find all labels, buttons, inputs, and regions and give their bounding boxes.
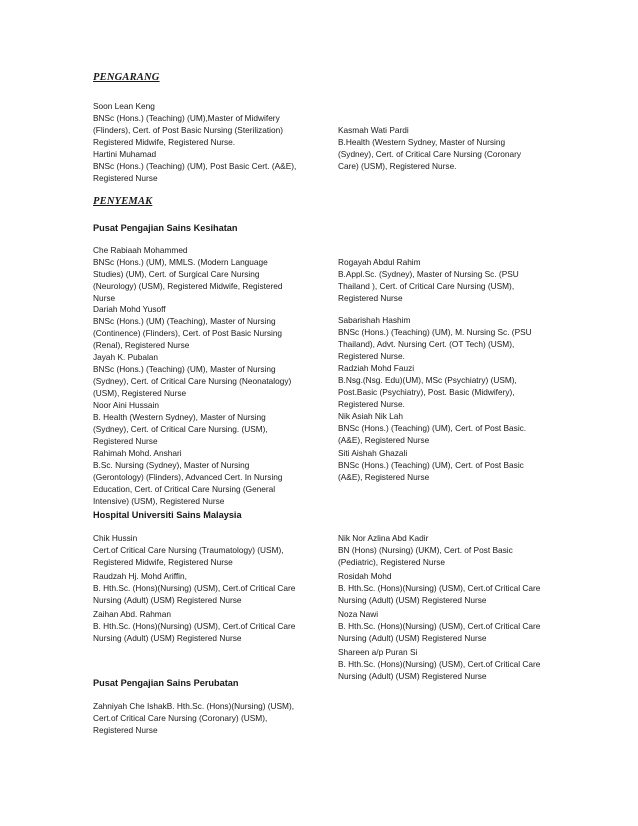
qualification-line: B.Sc. Nursing (Sydney), Master of Nursing (93, 459, 250, 470)
heading-pengarang: PENGARANG (93, 72, 160, 83)
qualification-line: BNSc (Hons.) (Teaching) (UM), Post Basic Cert. (A&E), (93, 160, 297, 171)
qualification-line: Nursing (Adult) (USM) Registered Nurse (338, 670, 487, 681)
person-name: Zaihan Abd. Rahman (93, 609, 171, 619)
person-name: Siti Aishah Ghazali (338, 448, 408, 458)
qualification-line: (Sydney), Cert. of Critical Care Nursing. (USM), (93, 423, 268, 434)
qualification-line: Registered Nurse. (338, 350, 405, 361)
person-name: Noor Aini Hussain (93, 400, 159, 410)
qualification-line: Post.Basic (Psychiatry), Post. Basic (Midwifery), (338, 386, 515, 397)
qualification-line: (A&E), Registered Nurse (338, 434, 430, 445)
reviewer-entry (93, 448, 283, 508)
qualification-line: Studies) (UM), Cert. of Surgical Care Nursing (93, 268, 260, 279)
author-entry (93, 101, 283, 149)
qualification-line: Intensive) (USM), Registered Nurse (93, 495, 225, 506)
reviewer-entry (338, 647, 540, 683)
qualification-line: (Flinders), Cert. of Post Basic Nursing (Sterilization) (93, 124, 283, 135)
qualification-line: B. Hth.Sc. (Hons)(Nursing) (USM), Cert.of Critical Care (93, 620, 296, 631)
person-name: Shareen a/p Puran Si (338, 647, 418, 657)
person-name: Raudzah Hj. Mohd Ariffin, (93, 571, 187, 581)
qualification-line: (Sydney), Cert. of Critical Care Nursing (Neonatalogy) (93, 375, 292, 386)
qualification-line: Registered Midwife, Registered Nurse (93, 556, 233, 567)
qualification-line: BNSc (Hons.) (UM), MMLS. (Modern Language (93, 256, 268, 267)
qualification-line: (Renal), Registered Nurse (93, 339, 190, 350)
reviewer-entry (93, 609, 295, 645)
person-name: Kasmah Wati Pardi (338, 125, 409, 135)
qualification-line: Care) (USM), Registered Nurse. (338, 160, 457, 171)
reviewer-entry (338, 448, 524, 484)
section-title: Pusat Pengajian Sains Kesihatan (93, 223, 238, 233)
qualification-line: Registered Midwife, Registered Nurse. (93, 136, 236, 147)
section-title: Hospital Universiti Sains Malaysia (93, 510, 242, 520)
qualification-line: B.Nsg.(Nsg. Edu)(UM), MSc (Psychiatry) (USM), (338, 374, 517, 385)
qualification-line: Registered Nurse (93, 435, 158, 446)
qualification-line: Nurse (93, 292, 116, 303)
reviewer-entry (93, 245, 283, 305)
reviewer-entry (93, 533, 284, 569)
qualification-line: BNSc (Hons.) (Teaching) (UM), Cert. of Post Basic. (338, 422, 527, 433)
person-name: Hartini Muhamad (93, 149, 157, 159)
person-name: Noza Nawi (338, 609, 379, 619)
qualification-line: BN (Hons) (Nursing) (UKM), Cert. of Post Basic (338, 544, 513, 555)
reviewer-entry (338, 533, 513, 569)
qualification-line: (A&E), Registered Nurse (338, 471, 430, 482)
qualification-line: Registered Nurse (93, 172, 158, 183)
author-entry (93, 149, 296, 185)
reviewer-entry (93, 400, 268, 448)
author-entry (338, 125, 521, 173)
person-name: Sabarishah Hashim (338, 315, 411, 325)
person-name: Radziah Mohd Fauzi (338, 363, 415, 373)
reviewer-entry (93, 304, 282, 352)
qualification-line: BNSc (Hons.) (Teaching) (UM),Master of Midwifery (93, 112, 280, 123)
person-name: Zahniyah Che IshakB. Hth.Sc. (Hons)(Nursing) (USM), (93, 701, 295, 711)
qualification-line: (Neurology) (USM), Registered Midwife, Registered (93, 280, 283, 291)
qualification-line: (USM), Registered Nurse (93, 387, 187, 398)
person-name: Rogayah Abdul Rahim (338, 257, 421, 267)
qualification-line: (Continence) (Flinders), Cert. of Post Basic Nursing (93, 327, 283, 338)
person-name: Rahimah Mohd. Anshari (93, 448, 182, 458)
qualification-line: Nursing (Adult) (USM) Registered Nurse (338, 594, 487, 605)
reviewer-entry (338, 257, 519, 305)
qualification-line: Nursing (Adult) (USM) Registered Nurse (338, 632, 487, 643)
section-title: Pusat Pengajian Sains Perubatan (93, 678, 239, 688)
person-name: Nik Nor Azlina Abd Kadir (338, 533, 429, 543)
person-name: Jayah K. Pubalan (93, 352, 159, 362)
reviewer-entry (338, 609, 540, 645)
reviewer-entry (338, 411, 526, 447)
qualification-line: Cert.of Critical Care Nursing (Traumatology) (USM), (93, 544, 284, 555)
person-name: Soon Lean Keng (93, 101, 155, 111)
qualification-line: Nursing (Adult) (USM) Registered Nurse (93, 594, 242, 605)
person-name: Chik Hussin (93, 533, 138, 543)
qualification-line: BNSc (Hons.) (UM) (Teaching), Master of Nursing (93, 315, 276, 326)
reviewer-entry (93, 352, 291, 400)
qualification-line: (Sydney), Cert. of Critical Care Nursing (Coronary (338, 148, 522, 159)
qualification-line: Registered Nurse (338, 292, 403, 303)
qualification-line: BNSc (Hons.) (Teaching) (UM), M. Nursing Sc. (PSU (338, 326, 532, 337)
qualification-line: Registered Nurse (93, 724, 158, 735)
qualification-line: BNSc (Hons.) (Teaching) (UM), Master of Nursing (93, 363, 276, 374)
qualification-line: B. Hth.Sc. (Hons)(Nursing) (USM), Cert.of Critical Care (338, 658, 541, 669)
reviewer-entry (338, 363, 517, 411)
qualification-line: B.Appl.Sc. (Sydney), Master of Nursing Sc. (PSU (338, 268, 519, 279)
qualification-line: B.Health (Western Sydney, Master of Nursing (338, 136, 506, 147)
qualification-line: (Pediatric), Registered Nurse (338, 556, 445, 567)
qualification-line: Nursing (Adult) (USM) Registered Nurse (93, 632, 242, 643)
qualification-line: B. Hth.Sc. (Hons)(Nursing) (USM), Cert.of Critical Care (338, 582, 541, 593)
reviewer-entry (93, 701, 294, 737)
person-name: Rosidah Mohd (338, 571, 392, 581)
qualification-line: (Gerontology) (Flinders), Advanced Cert. In Nursing (93, 471, 283, 482)
qualification-line: B. Health (Western Sydney), Master of Nursing (93, 411, 266, 422)
heading-penyemak: PENYEMAK (93, 196, 153, 207)
reviewer-entry (338, 571, 540, 607)
person-name: Che Rabiaah Mohammed (93, 245, 188, 255)
qualification-line: B. Hth.Sc. (Hons)(Nursing) (USM), Cert.of Critical Care (338, 620, 541, 631)
reviewer-entry (338, 315, 532, 363)
reviewer-entry (93, 571, 295, 607)
qualification-line: Thailand), Advt. Nursing Cert. (OT Tech) (USM), (338, 338, 515, 349)
person-name: Dariah Mohd Yusoff (93, 304, 166, 314)
qualification-line: Registered Nurse. (338, 398, 405, 409)
qualification-line: Cert.of Critical Care Nursing (Coronary) (USM), (93, 712, 268, 723)
qualification-line: BNSc (Hons.) (Teaching) (UM), Cert. of Post Basic (338, 459, 524, 470)
qualification-line: Thailand ), Cert. of Critical Care Nursing (USM), (338, 280, 515, 291)
qualification-line: B. Hth.Sc. (Hons)(Nursing) (USM), Cert.of Critical Care (93, 582, 296, 593)
person-name: Nik Asiah Nik Lah (338, 411, 404, 421)
qualification-line: Education, Cert. of Critical Care Nursing (General (93, 483, 276, 494)
